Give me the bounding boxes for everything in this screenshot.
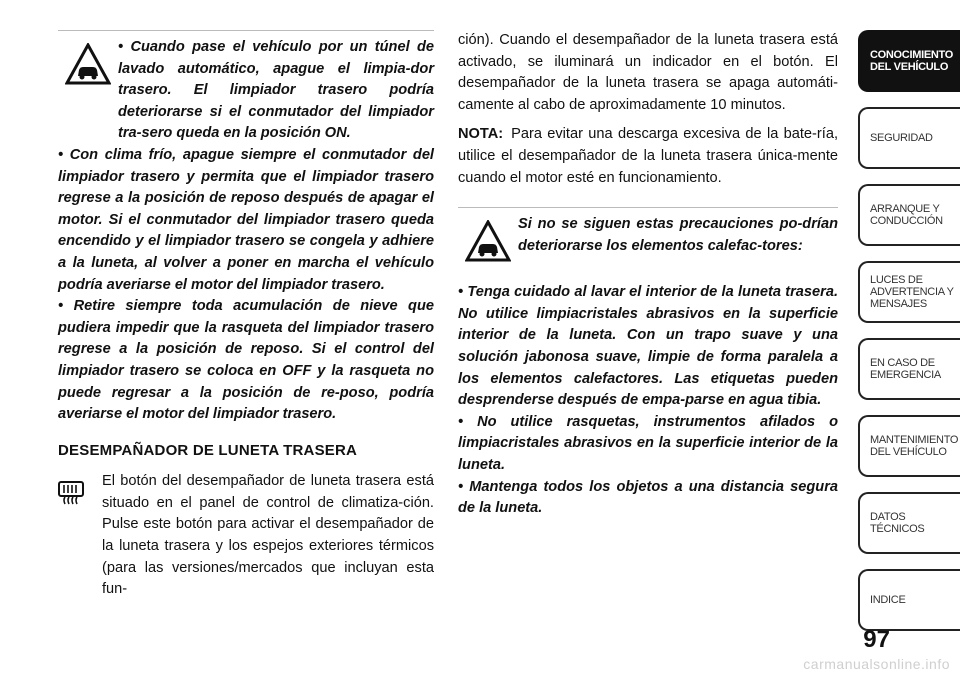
warning-bullet-1: • Cuando pase el vehículo por un túnel de lavado automático, apague el limpia-dor trasero. El limpiador trasero podría deteriorarse si el conmutador del limpiador tra-sero queda en la posición ON. — [118, 39, 434, 142]
left-column — [58, 30, 434, 601]
section-heading: DESEMPAÑADOR DE LUNETA TRASERA — [58, 441, 358, 459]
warning-divider-right — [458, 207, 838, 208]
note-paragraph — [458, 124, 838, 189]
tab-conocimiento[interactable]: CONOCIMIENTO DEL VEHÍCULO — [858, 30, 960, 92]
tab-arranque[interactable]: ARRANQUE Y CONDUCCIÓN — [858, 184, 960, 246]
tab-mantenimiento[interactable]: MANTENIMIENTO DEL VEHÍCULO — [858, 415, 960, 477]
watermark: carmanualsonline.info — [803, 656, 950, 672]
warning-intro-row — [458, 214, 838, 282]
warning-bullet-3: • Retire siempre toda acumulación de nieve que pudiera impedir que la rasqueta del limpiador trasero regrese a la posición de reposo. Si el control del limpiador trasero se coloca en OFF y la rasqueta no puede regresar a la posición de re-poso, podría averiarse el motor del limpiador trasero. — [58, 298, 434, 423]
tab-luces[interactable]: LUCES DE ADVERTENCIA Y MENSAJES — [858, 261, 960, 323]
warning-bullet-r2: • No utilice rasquetas, instrumentos afilados o limpiacristales abrasivos en la superficie interior de la luneta. — [458, 413, 838, 473]
defrost-continued-paragraph: ción). Cuando el desempañador de la luneta trasera está activado, se iluminará un indicador en el botón. El desempañador de la luneta trasera se apaga automáti-camente al cabo de aproximadamente 10 minutos. — [458, 32, 838, 113]
rear-defrost-icon — [58, 471, 102, 515]
tab-datos[interactable]: DATOS TÉCNICOS — [858, 492, 960, 554]
tab-seguridad[interactable]: SEGURIDAD — [858, 107, 960, 169]
warning-triangle-car-icon-2 — [458, 214, 518, 282]
warning-bullet-2: • Con clima frío, apague siempre el conmutador del limpiador trasero y permita que el limpiador trasero regrese a la posición de reposo después de apagar el motor. Si el conmutador del limpiador trasero queda encendido y el limpiador trasero se congela y adhiere a la luneta, al volver a poner en marcha el vehículo podría averiarse el motor del limpiador trasero. — [58, 146, 434, 293]
right-column — [458, 30, 838, 520]
warning-bullet-r1: • Tenga cuidado al lavar el interior de la luneta trasera. No utilice limpiacristales abrasivos en la superficie interior de la luneta. Con un trapo suave y una solución jabonosa suave, limpie de forma paralela a los elementos calefactores. Las etiquetas pueden desprenderse después de empa-parse en agua tibia. — [458, 284, 838, 409]
warning-first-bullet — [58, 37, 434, 145]
tab-emergencia[interactable]: EN CASO DE EMERGENCIA — [858, 338, 960, 400]
warning-box-heating — [458, 207, 838, 520]
warning-bullet-r3: • Mantenga todos los objetos a una distancia segura de la luneta. — [458, 478, 838, 517]
warning-divider — [58, 30, 434, 31]
warning-box-wipers — [58, 37, 434, 426]
tab-indice[interactable]: INDICE — [858, 569, 960, 631]
warning-intro: Si no se siguen estas precauciones po-drían deteriorarse los elementos calefac-tores: — [518, 216, 838, 254]
page-number: 97 — [863, 626, 890, 653]
chapter-tabs — [858, 30, 960, 646]
defrost-paragraph: El botón del desempañador de luneta trasera está situado en el panel de control de climatiza-ción. Pulse este botón para activar el desempañador de la luneta trasera y los espejos exteriores térmicos (para las versiones/mercados que incluyan esta fun- — [102, 473, 434, 598]
note-label: NOTA: — [458, 126, 504, 143]
warning-triangle-car-icon — [58, 37, 118, 105]
note-text: Para evitar una descarga excesiva de la bate-ría, utilice el desempañador de la luneta trasera única-mente cuando el motor esté en funcionamiento. — [458, 126, 838, 186]
defrost-paragraph-block — [58, 471, 434, 601]
